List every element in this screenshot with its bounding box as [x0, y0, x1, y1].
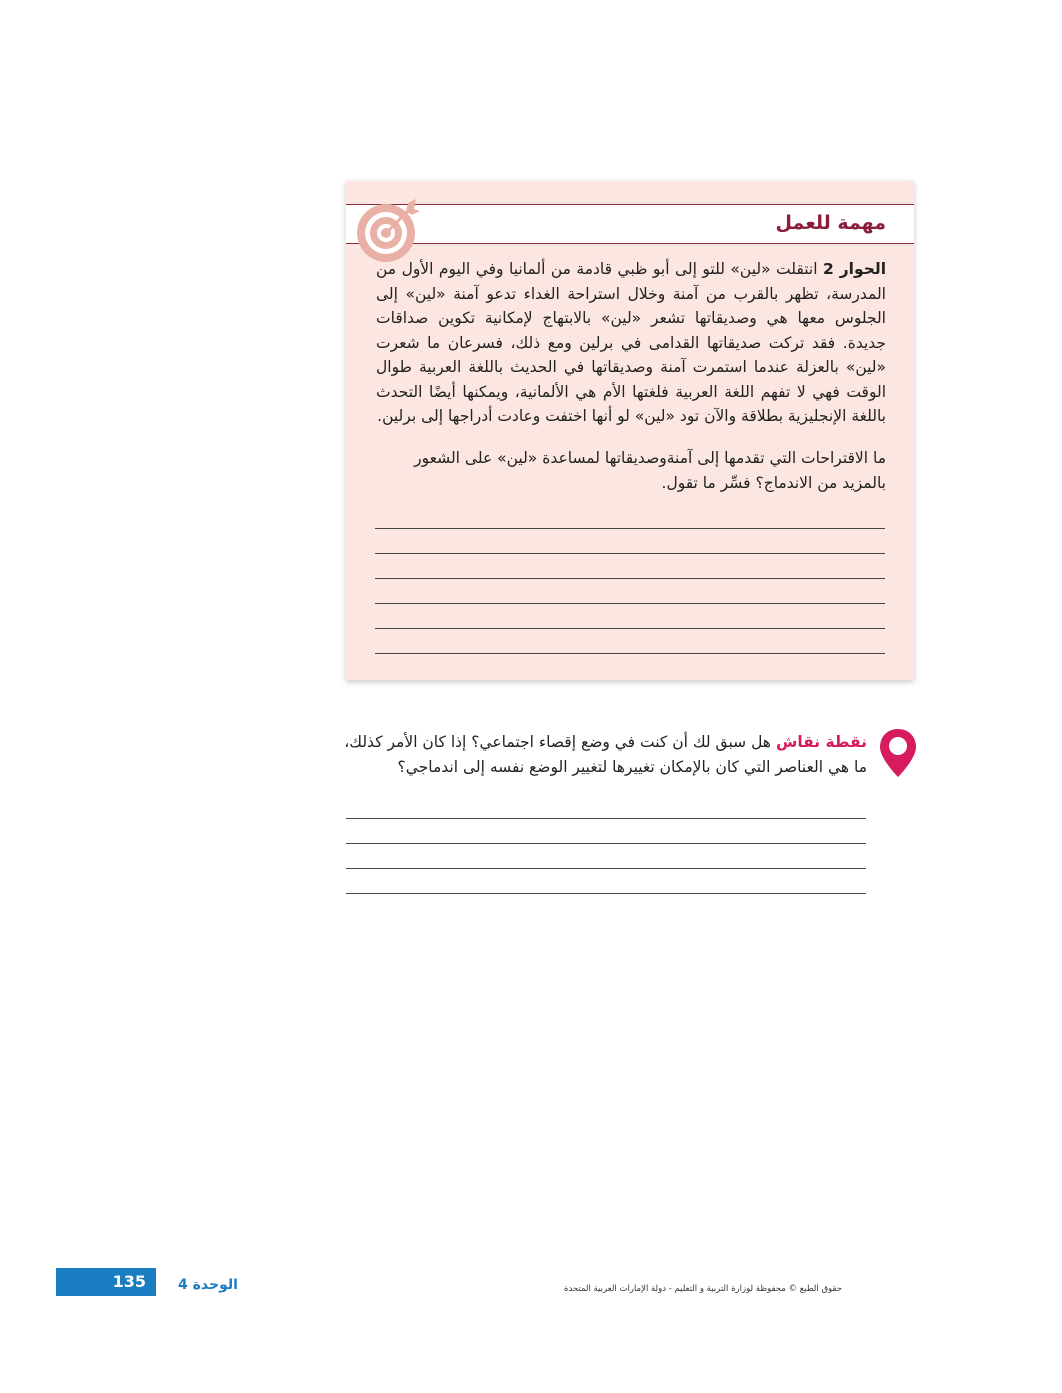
unit-label: الوحدة 4 [178, 1277, 238, 1293]
discussion-question: هل سبق لك أن كنت في وضع إقصاء اجتماعي؟ إذا كان الأمر كذلك، ما هي العناصر التي كان بالإمكان تغييرها لتغيير الوضع نفسه إلى اندماجي؟ [344, 733, 867, 776]
page-number: 135 [112, 1272, 146, 1291]
task-title: مهمة للعمل [775, 212, 886, 234]
answer-line[interactable] [375, 553, 885, 554]
answer-line[interactable] [375, 628, 885, 629]
discussion-label: نقطة نقاش [775, 733, 867, 751]
location-pin-icon [878, 727, 918, 779]
target-icon [352, 193, 424, 265]
page-number-bar [56, 1268, 156, 1296]
discussion-answer-line[interactable] [346, 893, 866, 894]
task-header [346, 204, 914, 244]
dialogue-label: الحوار 2 [823, 260, 887, 278]
dialogue-text: انتقلت «لين» للتو إلى أبو ظبي قادمة من ألمانيا وفي اليوم الأول من المدرسة، تظهر بالقرب من آمنة وخلال استراحة الغداء تدعو آمنة «لين» إلى الجلوس معها هي وصديقاتها تشعر «لين» بالابتهاج لإمكانية تكوين صداقات جديدة. فقد تركت صديقاتها القدامى في برلين ومع ذلك، فسرعان ما شعرت «لين» بالعزلة عندما استمرت آمنة وصديقاتها في الحديث باللغة العربية طوال الوقت فهي لا تفهم اللغة العربية فلغتها الأم هي الألمانية، ويمكنها أيضًا التحدث باللغة الإنجليزية بطلاقة والآن تود «لين» لو أنها اختفت وعادت أدراجها إلى برلين. [376, 260, 886, 425]
task-question: ما الاقتراحات التي تقدمها إلى آمنةوصديقاتها لمساعدة «لين» على الشعور بالمزيد من الاندماج؟ فسِّر ما تقول. [414, 449, 886, 492]
answer-line[interactable] [375, 528, 885, 529]
discussion-answer-line[interactable] [346, 843, 866, 844]
answer-line[interactable] [375, 653, 885, 654]
answer-line[interactable] [375, 578, 885, 579]
copyright-notice: حقوق الطبع © محفوظة لوزارة التربية و التعليم - دولة الإمارات العربية المتحدة [564, 1284, 842, 1294]
discussion-point [337, 730, 867, 780]
discussion-answer-line[interactable] [346, 868, 866, 869]
dialogue-paragraph [376, 257, 886, 429]
answer-line[interactable] [375, 603, 885, 604]
discussion-answer-line[interactable] [346, 818, 866, 819]
work-task-box [346, 181, 914, 680]
